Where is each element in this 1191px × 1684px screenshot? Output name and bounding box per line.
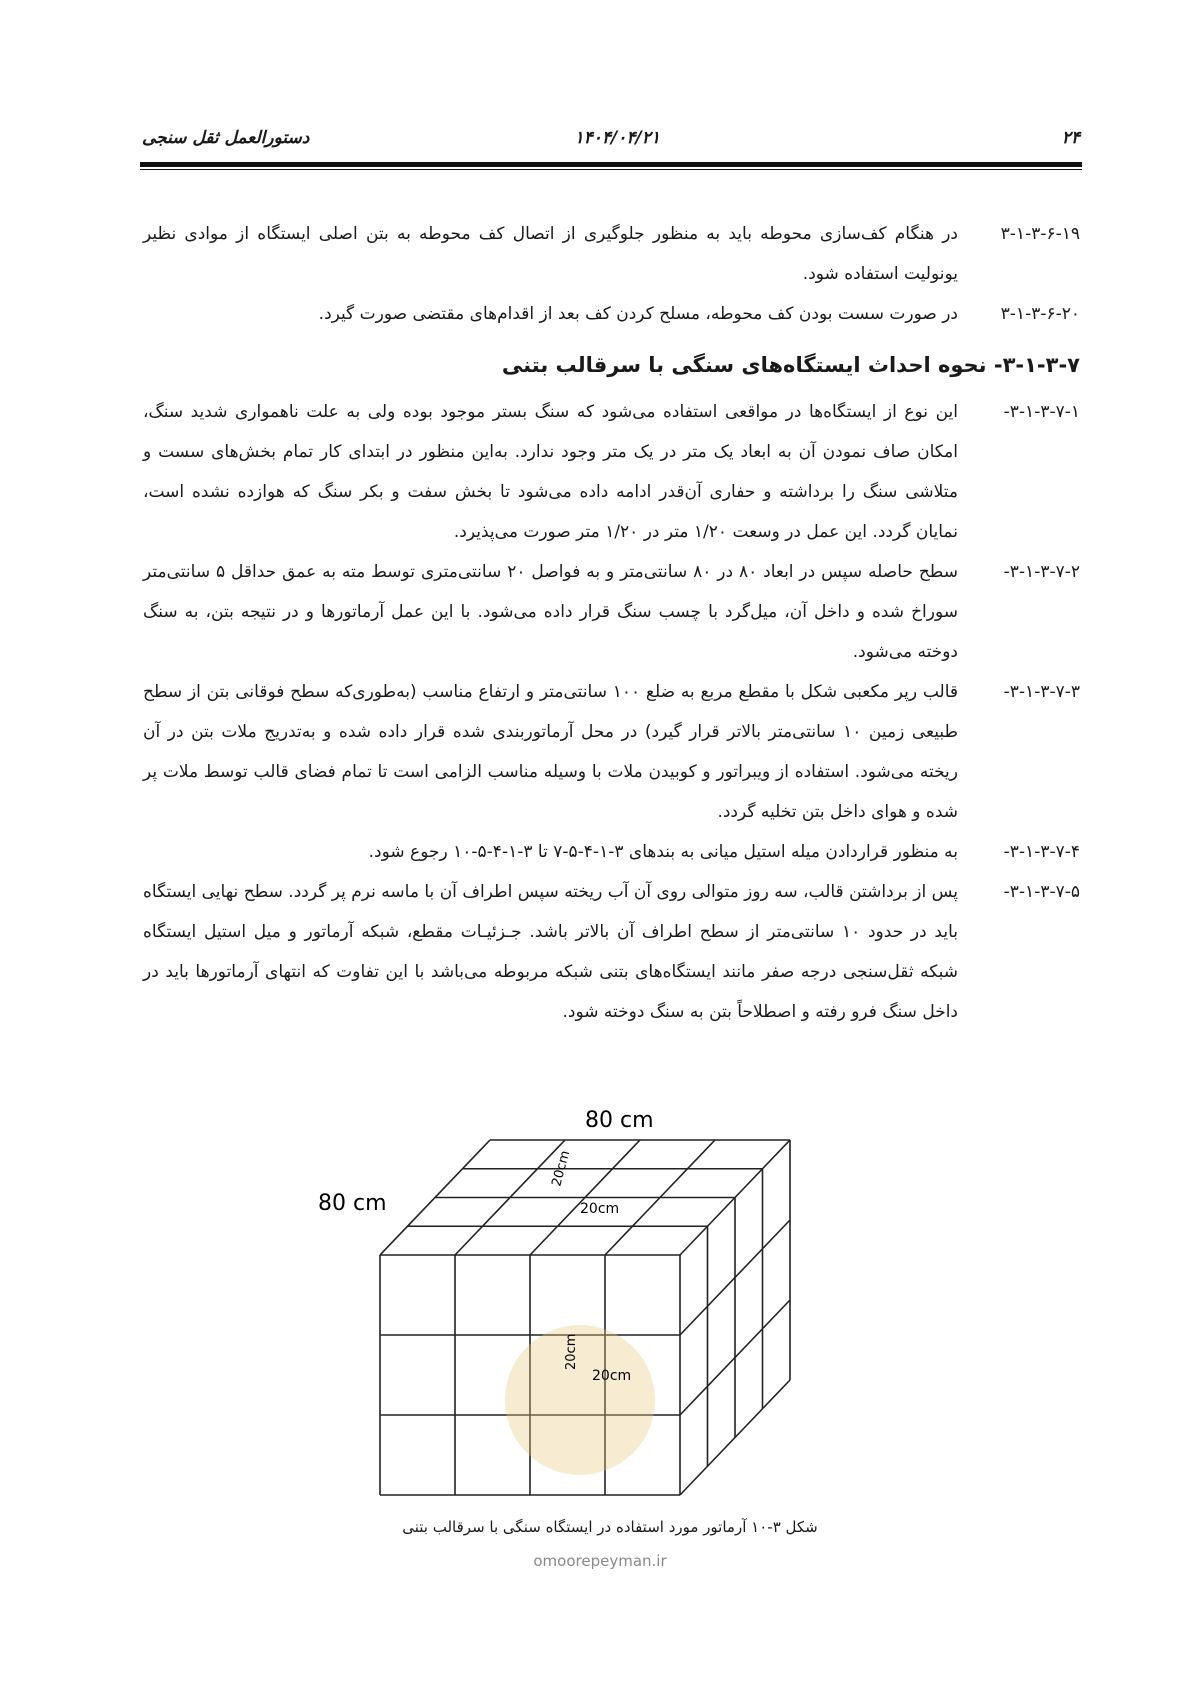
top-dimension-label: 80 cm: [585, 1108, 654, 1133]
header-rule-thin: [140, 169, 1082, 170]
clause-number: ۳-۱-۳-۷-۴-: [1003, 842, 1080, 862]
clause-text: قالب رپر مکعبی شکل با مقطع مربع به ضلع ۱۰۰ سانتی‌متر و ارتفاع مناسب (به‌طوری‌که سطح فوقانی بتن از سطح طبیعی زمین ۱۰ سانتی‌متر بالاتر قرار گیرد) در محل آرماتوربندی شده قرار داده شده و به‌تدریج ملات بتن در آن ریخته می‌شود. استفاده از ویبراتور و کوبیدن ملات با وسیله مناسب الزامی است تا تمام فضای قالب توسط ملات پر شده و هوای داخل بتن تخلیه گردد.: [143, 682, 959, 822]
clause-text: در صورت سست بودن کف محوطه، مسلح کردن کف بعد از اقدام‌های مقتضی صورت گیرد.: [318, 304, 958, 324]
clause-7-2: [143, 552, 1080, 672]
front-spacing-label-a: 20cm: [564, 1333, 579, 1370]
clause-20: [143, 294, 1080, 334]
watermark-seal-icon: [505, 1325, 655, 1475]
front-spacing-label-b: 20cm: [592, 1368, 632, 1384]
rebar-figure: [318, 1095, 830, 1515]
top-spacing-label-a: 20cm: [549, 1149, 574, 1189]
header-rule: [140, 162, 1082, 167]
clause-7-3: [143, 672, 1080, 832]
clause-7-5: [143, 872, 1080, 1032]
clause-7-4: [143, 832, 1080, 872]
clause-text: سطح حاصله سپس در ابعاد ۸۰ در ۸۰ سانتی‌متر و به فواصل ۲۰ سانتی‌متری توسط مته به عمق حداقل ۵ سانتی‌متر سوراخ شده و داخل آن، میل‌گرد با چسب سنگ قرار داده می‌شود. با این عمل آرماتورها و در نتیجه بتن، به سنگ دوخته می‌شود.: [143, 562, 958, 662]
clause-number: ۳-۱-۳-۶-۱۹: [1000, 224, 1080, 244]
section-heading: ۳-۱-۳-۷- نحوه احداث ایستگاه‌های سنگی با سرقالب بتنی: [501, 353, 1080, 377]
clause-19: [143, 214, 1080, 294]
header-title: دستورالعمل ثقل سنجی: [142, 128, 310, 148]
clause-text: پس از برداشتن قالب، سه روز متوالی روی آن آب ریخته سپس اطراف آن با ماسه نرم پر گردد. سطح نهایی ایستگاه باید در حدود ۱۰ سانتی‌متر از سطح اطراف آن بالاتر باشد. جـزئیـات مقطع، شبکه آرماتور و میل استیل ایستگاه شبکه ثقل‌سنجی درجه صفر مانند ایستگاه‌های بتنی شبکه مربوطه می‌باشد با این تفاوت که انتهای آرماتورها باید در داخل سنگ فرو رفته و اصطلاحاً بتن به سنگ دوخته شود.: [143, 882, 959, 1022]
top-spacing-label-b: 20cm: [580, 1201, 620, 1217]
page-number: ۲۴: [1061, 128, 1080, 148]
document-body: [143, 214, 1080, 1032]
clause-text: در هنگام کف‌سازی محوطه باید به منظور جلوگیری از اتصال کف محوطه به بتن اصلی ایستگاه از موادی نظیر یونولیت استفاده شود.: [143, 224, 958, 284]
clause-7-1: [143, 392, 1080, 552]
clause-text: به منظور قراردادن میله استیل میانی به بندهای ۳-۱-۴-۵-۷ تا ۳-۱-۴-۵-۱۰ رجوع شود.: [368, 842, 958, 862]
clause-text: این نوع از ایستگاه‌ها در مواقعی استفاده می‌شود که سنگ بستر موجود بوده ولی به علت ناهمواری شدید سنگ، امکان صاف نمودن آن به ابعاد یک متر در یک متر وجود ندارد. به‌این منظور در ابتدای کار تمام بخش‌های سست و متلاشی سنگ را برداشته و حفاری آن‌قدر ادامه داده می‌شود تا بخش سفت و بکر سنگ که هوازده نشده است، نمایان گردد. این عمل در وسعت ۱/۲۰ متر در ۱/۲۰ متر صورت می‌پذیرد.: [143, 402, 958, 542]
clause-number: ۳-۱-۳-۷-۵-: [1003, 882, 1080, 902]
rebar-cage-diagram: [318, 1095, 830, 1515]
clause-number: ۳-۱-۳-۶-۲۰: [1000, 304, 1080, 324]
clause-number: ۳-۱-۳-۷-۱-: [1003, 402, 1080, 422]
side-dimension-label: 80 cm: [318, 1191, 387, 1216]
clause-number: ۳-۱-۳-۷-۳-: [1003, 682, 1080, 702]
clause-number: ۳-۱-۳-۷-۲-: [1003, 562, 1080, 582]
header-date: ۱۴۰۴/۰۴/۲۱: [574, 128, 660, 148]
figure-caption: شکل ۳-۱۰ آرماتور مورد استفاده در ایستگاه سنگی با سرقالب بتنی: [402, 1518, 818, 1536]
watermark-text: omoorepeyman.ir: [533, 1552, 667, 1570]
